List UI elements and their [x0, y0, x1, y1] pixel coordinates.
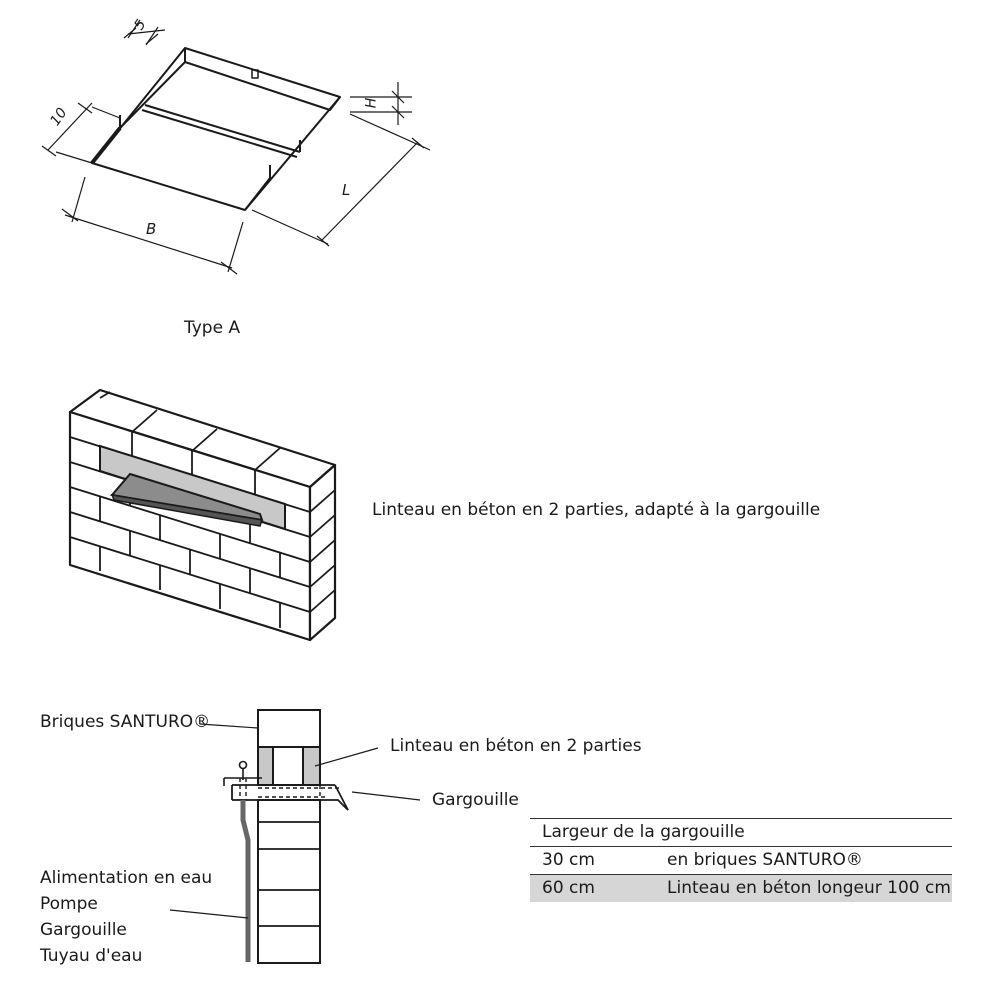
- legend-item: Alimentation en eau: [40, 868, 213, 888]
- dim-5-label: 5: [131, 16, 150, 34]
- wall-caption: Linteau en béton en 2 parties, adapté à la gargouille: [372, 500, 821, 520]
- dim-l-label: L: [342, 181, 351, 199]
- row-width: 60 cm: [530, 875, 655, 903]
- table-row: [530, 847, 952, 875]
- gargoyle-label: Gargouille: [432, 790, 519, 810]
- legend-item: Tuyau d'eau: [40, 946, 143, 966]
- gargoyle-width-table: [530, 818, 952, 902]
- dim-h-label: H: [363, 97, 380, 109]
- lintel-label: Linteau en béton en 2 parties: [390, 736, 642, 756]
- water-pipe: [243, 800, 248, 962]
- type-a-caption: Type A: [184, 318, 241, 338]
- row-desc: en briques SANTURO®: [655, 847, 952, 875]
- table-header: Largeur de la gargouille: [530, 819, 952, 847]
- dim-b-label: B: [146, 220, 157, 238]
- legend-item: Pompe: [40, 894, 98, 914]
- row-width: 30 cm: [530, 847, 655, 875]
- table-row: [530, 875, 952, 903]
- row-desc: Linteau en béton longeur 100 cm: [655, 875, 952, 903]
- dim-10-label: 10: [47, 105, 71, 129]
- legend-item: Gargouille: [40, 920, 127, 940]
- table-header-row: [530, 819, 952, 847]
- bricks-label: Briques SANTURO®: [40, 712, 211, 732]
